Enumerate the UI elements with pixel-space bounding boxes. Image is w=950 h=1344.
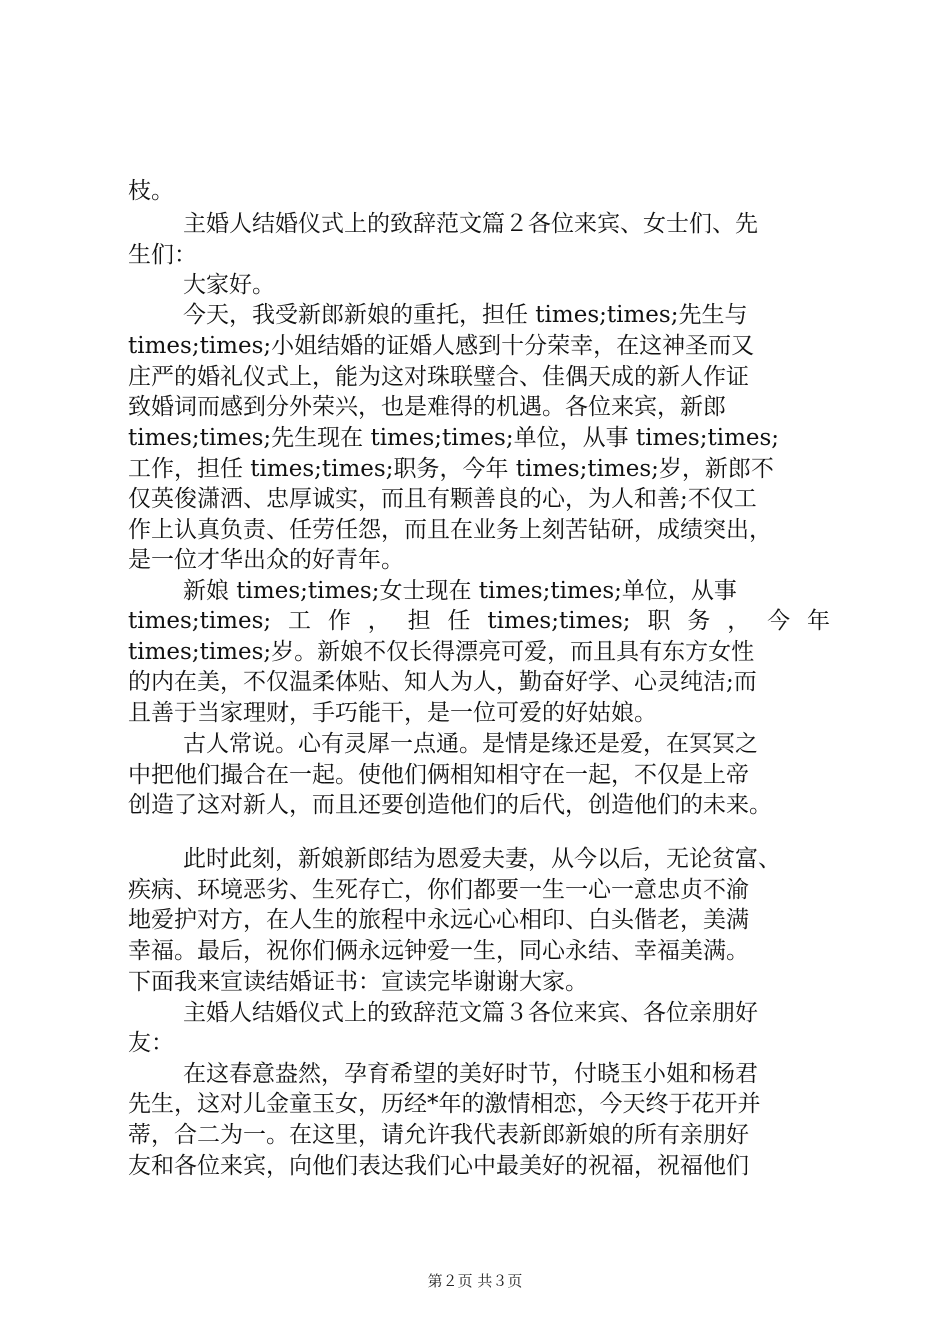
text-fragment: 作 (327, 608, 351, 634)
text-line: 友： (128, 1030, 174, 1056)
text-line: 疾病、环境恶劣、生死存亡，你们都要一生一心一意忠贞不渝 (128, 877, 749, 903)
text-line: 仅英俊潇洒、忠厚诚实，而且有颗善良的心，为人和善;不仅工 (128, 486, 757, 512)
text-line: 下面我来宣读结婚证书：宣读完毕谢谢大家。 (128, 969, 588, 995)
text-fragment: times;times; (128, 608, 272, 634)
text-line: 且善于当家理财，手巧能干，是一位可爱的好姑娘。 (128, 700, 657, 726)
text-line: times;times;小姐结婚的证婚人感到十分荣幸，在这神圣而又 (128, 333, 755, 359)
text-line: 致婚词而感到分外荣兴，也是难得的机遇。各位来宾，新郎 (128, 394, 726, 420)
text-fragment: 任 (447, 608, 471, 634)
text-line: 大家好。 (183, 272, 275, 298)
text-fragment: times;times; (487, 608, 631, 634)
text-line-justified (128, 606, 830, 636)
text-line: 创造了这对新人，而且还要创造他们的后代，创造他们的未来。 (128, 792, 772, 818)
text-fragment: ， (367, 608, 391, 634)
text-line: 的内在美，不仅温柔体贴、知人为人，勤奋好学、心灵纯洁;而 (128, 669, 757, 695)
text-line: 在这春意盎然，孕育希望的美好时节，付晓玉小姐和杨君 (183, 1061, 758, 1087)
text-line: 幸福。最后，祝你们俩永远钟爱一生，同心永结、幸福美满。 (128, 938, 749, 964)
text-line: 作上认真负责、任劳任怨，而且在业务上刻苦钻研，成绩突出， (128, 517, 772, 543)
text-line: 中把他们撮合在一起。使他们俩相知相守在一起，不仅是上帝 (128, 762, 749, 788)
text-line: 先生，这对儿金童玉女，历经*年的激情相恋，今天终于花开并 (128, 1091, 761, 1117)
text-line: 是一位才华出众的好青年。 (128, 547, 404, 573)
text-fragment: 担 (407, 608, 431, 634)
text-line: 地爱护对方，在人生的旅程中永远心心相印、白头偕老，美满 (128, 907, 749, 933)
text-fragment: 职 (647, 608, 671, 634)
text-line: 蒂，合二为一。在这里，请允许我代表新郎新娘的所有亲朋好 (128, 1122, 749, 1148)
text-line: times;times;先生现在 times;times;单位，从事 times;times; (128, 425, 780, 451)
text-line: 庄严的婚礼仪式上，能为这对珠联璧合、佳偶天成的新人作证 (128, 364, 749, 390)
text-fragment: 务 (687, 608, 711, 634)
text-line: 工作，担任 times;times;职务，今年 times;times;岁，新郎不 (128, 456, 774, 482)
page-footer: 第２页 共３页 (427, 1272, 523, 1290)
text-line: 古人常说。心有灵犀一点通。是情是缘还是爱，在冥冥之 (183, 731, 758, 757)
text-line: times;times;岁。新娘不仅长得漂亮可爱，而且具有东方女性 (128, 639, 755, 665)
text-line: 新娘 times;times;女士现在 times;times;单位，从事 (183, 578, 737, 604)
text-fragment: ， (727, 608, 751, 634)
text-line: 此时此刻，新娘新郎结为恩爱夫妻，从今以后，无论贫富、 (183, 846, 781, 872)
text-line: 友和各位来宾，向他们表达我们心中最美好的祝福，祝福他们 (128, 1153, 749, 1179)
text-line: 生们： (128, 242, 197, 268)
text-fragment: 今 (767, 608, 791, 634)
text-fragment: 工 (288, 608, 312, 634)
text-line: 枝。 (128, 178, 174, 204)
text-fragment: 年 (806, 608, 830, 634)
section-heading-3: 主婚人结婚仪式上的致辞范文篇３各位来宾、各位亲朋好 (183, 1000, 758, 1026)
text-line: 今天，我受新郎新娘的重托，担任 times;times;先生与 (183, 302, 748, 328)
section-heading-2: 主婚人结婚仪式上的致辞范文篇２各位来宾、女士们、先 (183, 211, 758, 237)
